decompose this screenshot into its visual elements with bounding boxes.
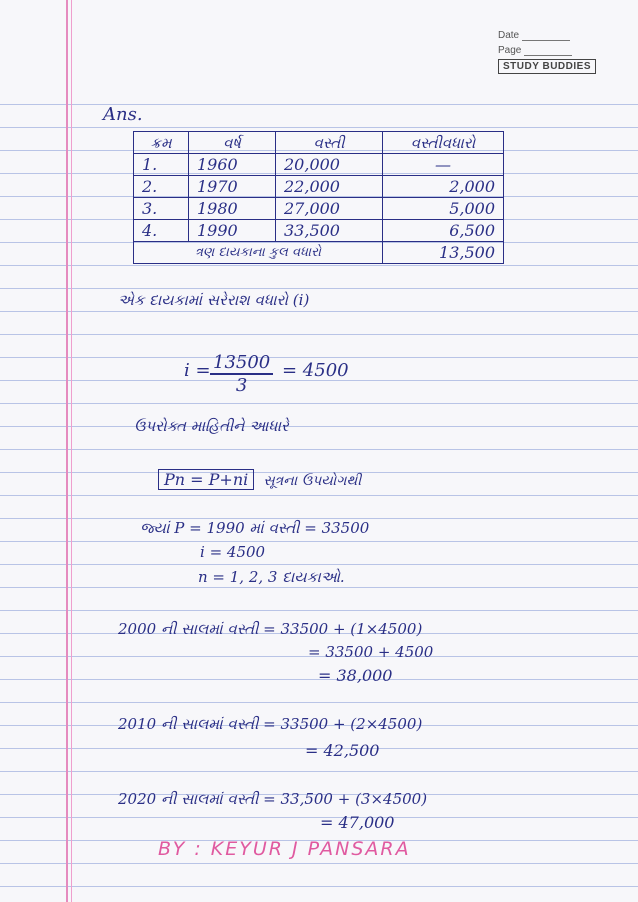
y2010-line-2: = 42,500 xyxy=(305,741,380,760)
y2020-line-1: 2020 ની સાલમાં વસ્તી = 33,500 + (3×4500) xyxy=(118,790,428,808)
date-blank xyxy=(522,32,570,41)
pn-formula: Pn = P+ni xyxy=(158,469,254,490)
table-row xyxy=(134,154,504,176)
rule-line xyxy=(0,426,638,427)
margin-line xyxy=(66,0,68,902)
rule-line xyxy=(0,702,638,703)
cell-increase: 6,500 xyxy=(383,220,504,242)
rule-line xyxy=(0,564,638,565)
cell-serial: 4. xyxy=(134,220,189,242)
rule-line xyxy=(0,863,638,864)
header-increase: વસ્તીવધારો xyxy=(383,132,504,154)
cell-population: 27,000 xyxy=(276,198,383,220)
where-line-2: i = 4500 xyxy=(200,543,266,561)
rule-line xyxy=(0,771,638,772)
fraction-numerator: 13500 xyxy=(210,352,273,375)
date-label: Date xyxy=(498,30,520,41)
cell-population: 22,000 xyxy=(276,176,383,198)
population-table xyxy=(133,131,504,264)
pn-formula-row xyxy=(158,470,361,489)
rule-line xyxy=(0,495,638,496)
cell-year: 1970 xyxy=(189,176,276,198)
cell-increase: — xyxy=(383,154,504,176)
cell-serial: 3. xyxy=(134,198,189,220)
y2000-line-3: = 38,000 xyxy=(318,666,393,685)
cell-serial: 1. xyxy=(134,154,189,176)
cell-population: 33,500 xyxy=(276,220,383,242)
rule-line xyxy=(0,541,638,542)
i-label: i = xyxy=(184,360,211,381)
table-row xyxy=(134,176,504,198)
table-total-row xyxy=(134,242,504,264)
y2010-line-1: 2010 ની સાલમાં વસ્તી = 33500 + (2×4500) xyxy=(118,715,423,733)
cell-increase: 2,000 xyxy=(383,176,504,198)
rule-line xyxy=(0,886,638,887)
date-field xyxy=(498,30,570,41)
y2000-line-2: = 33500 + 4500 xyxy=(308,643,434,661)
margin-line xyxy=(71,0,72,902)
page-label: Page xyxy=(498,45,522,56)
pn-suffix: સૂત્રના ઉપયોગથી xyxy=(263,473,362,489)
y2000-line-1: 2000 ની સાલમાં વસ્તી = 33500 + (1×4500) xyxy=(118,620,423,638)
rule-line xyxy=(0,288,638,289)
page-blank xyxy=(524,47,572,56)
header-population: વસ્તી xyxy=(276,132,383,154)
cell-year: 1990 xyxy=(189,220,276,242)
rule-line xyxy=(0,817,638,818)
table-header-row xyxy=(134,132,504,154)
page-field xyxy=(498,45,572,56)
rule-line xyxy=(0,357,638,358)
total-label: ત્રણ દાયકાના કુલ વધારો xyxy=(134,242,383,264)
cell-year: 1960 xyxy=(189,154,276,176)
cell-year: 1980 xyxy=(189,198,276,220)
rule-line xyxy=(0,265,638,266)
rule-line xyxy=(0,449,638,450)
i-result: = 4500 xyxy=(282,360,349,381)
where-line-1: જ્યાં P = 1990 માં વસ્તી = 33500 xyxy=(140,519,370,537)
rule-line xyxy=(0,311,638,312)
answer-label: Ans. xyxy=(103,104,143,125)
cell-population: 20,000 xyxy=(276,154,383,176)
rule-line xyxy=(0,127,638,128)
table-row xyxy=(134,198,504,220)
rule-line xyxy=(0,587,638,588)
total-value: 13,500 xyxy=(383,242,504,264)
rule-line xyxy=(0,334,638,335)
rule-line xyxy=(0,403,638,404)
fraction xyxy=(210,352,273,396)
rule-line xyxy=(0,610,638,611)
header-serial: ક્રમ xyxy=(134,132,189,154)
y2020-line-2: = 47,000 xyxy=(320,813,395,832)
brand-logo: STUDY BUDDIES xyxy=(498,59,596,74)
cell-serial: 2. xyxy=(134,176,189,198)
cell-increase: 5,000 xyxy=(383,198,504,220)
table-row xyxy=(134,220,504,242)
author-signature: BY : KEYUR J PANSARA xyxy=(158,838,411,860)
fraction-denominator: 3 xyxy=(235,375,248,396)
where-line-3: n = 1, 2, 3 દાયકાઓ. xyxy=(198,568,345,586)
header-year: વર્ષ xyxy=(189,132,276,154)
rule-line xyxy=(0,104,638,105)
average-line: એક દાયકામાં સરેરાશ વધારો (i) xyxy=(118,291,310,309)
based-on-text: ઉપરોક્ત માહિતીને આધારે xyxy=(134,417,289,435)
